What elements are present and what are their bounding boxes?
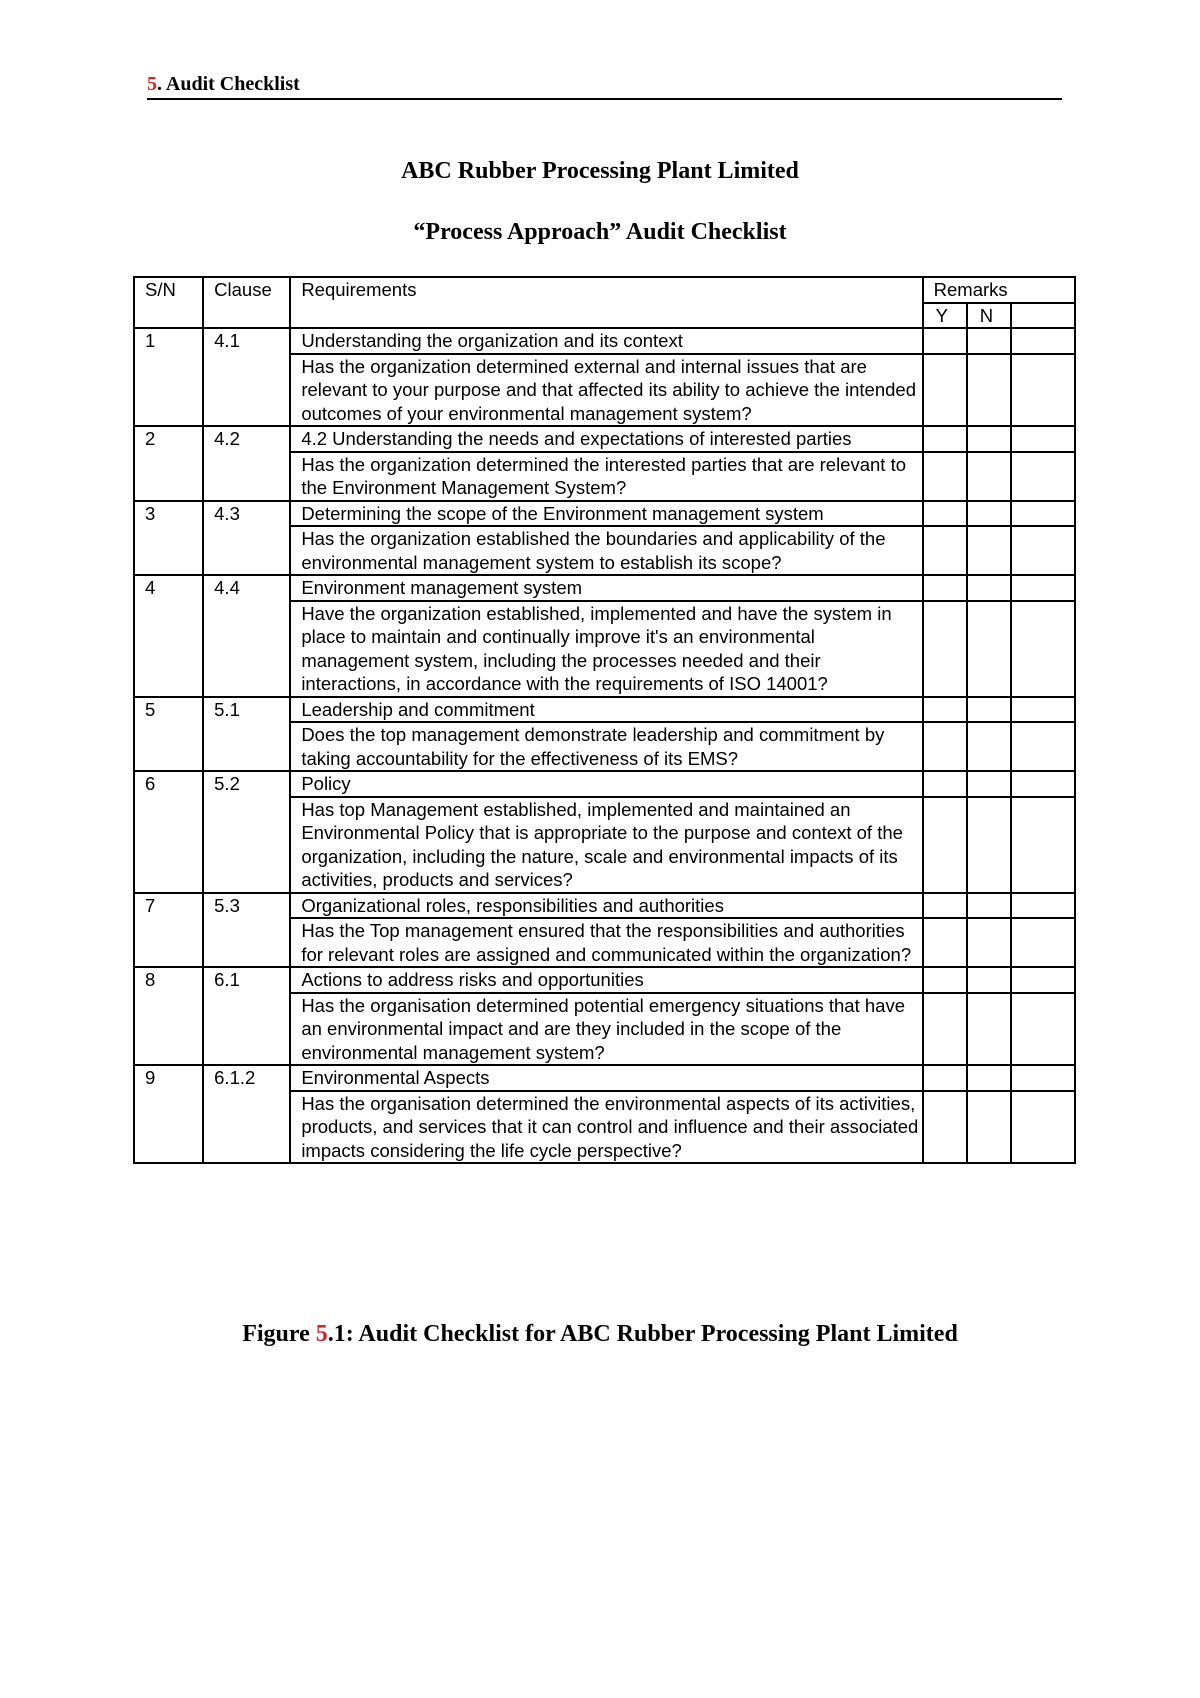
remark-yes-cell — [923, 893, 967, 919]
remark-no-cell — [967, 893, 1011, 919]
row-sn: 7 — [134, 893, 203, 968]
remark-no-cell — [967, 601, 1011, 697]
row-sn: 1 — [134, 328, 203, 426]
caption-text: .1: Audit Checklist for ABC Rubber Processing Plant Limited — [327, 1321, 958, 1347]
row-clause: 6.1 — [203, 967, 290, 1065]
remark-yes-cell — [923, 918, 967, 967]
table-row — [134, 426, 1075, 452]
row-clause: 5.1 — [203, 697, 290, 772]
remark-notes-cell — [1011, 967, 1075, 993]
header-remarks: Remarks — [923, 277, 1075, 303]
remark-notes-cell — [1011, 526, 1075, 575]
row-sn: 8 — [134, 967, 203, 1065]
header-sn: S/N — [134, 277, 203, 328]
row-requirement-title: Environmental Aspects — [290, 1065, 922, 1091]
remark-no-cell — [967, 526, 1011, 575]
caption-prefix: Figure — [242, 1321, 316, 1347]
remark-yes-cell — [923, 575, 967, 601]
remark-notes-cell — [1011, 893, 1075, 919]
table-row — [134, 575, 1075, 601]
remark-yes-cell — [923, 697, 967, 723]
remark-notes-cell — [1011, 354, 1075, 427]
section-title: . Audit Checklist — [157, 73, 300, 95]
figure-caption — [0, 1321, 1200, 1348]
row-clause: 5.2 — [203, 771, 290, 893]
remark-notes-cell — [1011, 797, 1075, 893]
remark-no-cell — [967, 697, 1011, 723]
row-requirement-question: Has the organization determined the interested parties that are relevant to the Environment Management System? — [290, 452, 922, 501]
remark-yes-cell — [923, 967, 967, 993]
row-requirement-title: 4.2 Understanding the needs and expectations of interested parties — [290, 426, 922, 452]
row-clause: 6.1.2 — [203, 1065, 290, 1163]
remark-no-cell — [967, 797, 1011, 893]
remark-no-cell — [967, 452, 1011, 501]
row-sn: 9 — [134, 1065, 203, 1163]
row-clause: 5.3 — [203, 893, 290, 968]
remark-no-cell — [967, 771, 1011, 797]
remark-notes-cell — [1011, 1091, 1075, 1164]
remark-yes-cell — [923, 354, 967, 427]
remark-notes-cell — [1011, 697, 1075, 723]
remark-no-cell — [967, 967, 1011, 993]
remark-no-cell — [967, 722, 1011, 771]
remark-notes-cell — [1011, 501, 1075, 527]
remark-no-cell — [967, 1091, 1011, 1164]
remark-yes-cell — [923, 1065, 967, 1091]
header-clause: Clause — [203, 277, 290, 328]
remark-notes-cell — [1011, 452, 1075, 501]
row-sn: 6 — [134, 771, 203, 893]
remark-yes-cell — [923, 501, 967, 527]
remark-notes-cell — [1011, 1065, 1075, 1091]
remark-yes-cell — [923, 328, 967, 354]
table-header-row — [134, 277, 1075, 303]
row-requirement-question: Have the organization established, implemented and have the system in place to maintain and continually improve it's an environmental management system, including the processes needed and their interactions, in accordance with the requirements of ISO 14001? — [290, 601, 922, 697]
remark-no-cell — [967, 575, 1011, 601]
row-clause: 4.2 — [203, 426, 290, 501]
row-clause: 4.3 — [203, 501, 290, 576]
row-requirement-question: Has top Management established, implemented and maintained an Environmental Policy that is appropriate to the purpose and context of the organization, including the nature, scale and environmental impacts of its activities, products and services? — [290, 797, 922, 893]
table-row — [134, 328, 1075, 354]
remark-no-cell — [967, 1065, 1011, 1091]
table-row — [134, 501, 1075, 527]
row-requirement-question: Has the organization established the boundaries and applicability of the environmental management system to establish its scope? — [290, 526, 922, 575]
remark-yes-cell — [923, 426, 967, 452]
remark-no-cell — [967, 993, 1011, 1066]
remark-no-cell — [967, 918, 1011, 967]
row-sn: 5 — [134, 697, 203, 772]
remark-no-cell — [967, 426, 1011, 452]
checklist-title: “Process Approach” Audit Checklist — [413, 219, 787, 245]
row-requirement-question: Has the organization determined external and internal issues that are relevant to your purpose and that affected its ability to achieve the intended outcomes of your environmental management system? — [290, 354, 922, 427]
remark-yes-cell — [923, 722, 967, 771]
table-row — [134, 967, 1075, 993]
row-requirement-title: Understanding the organization and its context — [290, 328, 922, 354]
row-requirement-title: Actions to address risks and opportunities — [290, 967, 922, 993]
header-yes: Y — [923, 303, 967, 329]
row-requirement-question: Has the organisation determined the environmental aspects of its activities, products, and services that it can control and influence and their associated impacts considering the life cycle perspective? — [290, 1091, 922, 1164]
row-clause: 4.1 — [203, 328, 290, 426]
row-requirement-title: Environment management system — [290, 575, 922, 601]
remark-no-cell — [967, 354, 1011, 427]
remark-notes-cell — [1011, 426, 1075, 452]
row-sn: 2 — [134, 426, 203, 501]
row-clause: 4.4 — [203, 575, 290, 697]
row-sn: 4 — [134, 575, 203, 697]
header-no: N — [967, 303, 1011, 329]
section-number: 5 — [147, 73, 157, 95]
remark-yes-cell — [923, 601, 967, 697]
row-requirement-question: Has the organisation determined potential emergency situations that have an environmental impact and are they included in the scope of the environmental management system? — [290, 993, 922, 1066]
remark-yes-cell — [923, 1091, 967, 1164]
remark-yes-cell — [923, 993, 967, 1066]
table-row — [134, 1065, 1075, 1091]
row-requirement-title: Organizational roles, responsibilities and authorities — [290, 893, 922, 919]
audit-checklist-table — [133, 276, 1076, 1164]
remark-notes-cell — [1011, 722, 1075, 771]
remark-notes-cell — [1011, 575, 1075, 601]
table-row — [134, 771, 1075, 797]
row-requirement-question: Does the top management demonstrate leadership and commitment by taking accountability for the effectiveness of its EMS? — [290, 722, 922, 771]
caption-number: 5 — [315, 1321, 328, 1347]
remark-yes-cell — [923, 526, 967, 575]
table-row — [134, 697, 1075, 723]
row-requirement-question: Has the Top management ensured that the responsibilities and authorities for relevant roles are assigned and communicated within the organization? — [290, 918, 922, 967]
row-requirement-title: Leadership and commitment — [290, 697, 922, 723]
company-title: ABC Rubber Processing Plant Limited — [401, 158, 799, 184]
section-header — [147, 70, 1062, 100]
remark-notes-cell — [1011, 601, 1075, 697]
row-sn: 3 — [134, 501, 203, 576]
row-requirement-title: Determining the scope of the Environment management system — [290, 501, 922, 527]
remark-notes-cell — [1011, 328, 1075, 354]
row-requirement-title: Policy — [290, 771, 922, 797]
table-row — [134, 893, 1075, 919]
remark-no-cell — [967, 328, 1011, 354]
remark-yes-cell — [923, 797, 967, 893]
remark-notes-cell — [1011, 993, 1075, 1066]
header-blank — [1011, 303, 1075, 329]
remark-yes-cell — [923, 771, 967, 797]
remark-yes-cell — [923, 452, 967, 501]
header-requirements: Requirements — [290, 277, 922, 328]
remark-notes-cell — [1011, 771, 1075, 797]
remark-notes-cell — [1011, 918, 1075, 967]
remark-no-cell — [967, 501, 1011, 527]
